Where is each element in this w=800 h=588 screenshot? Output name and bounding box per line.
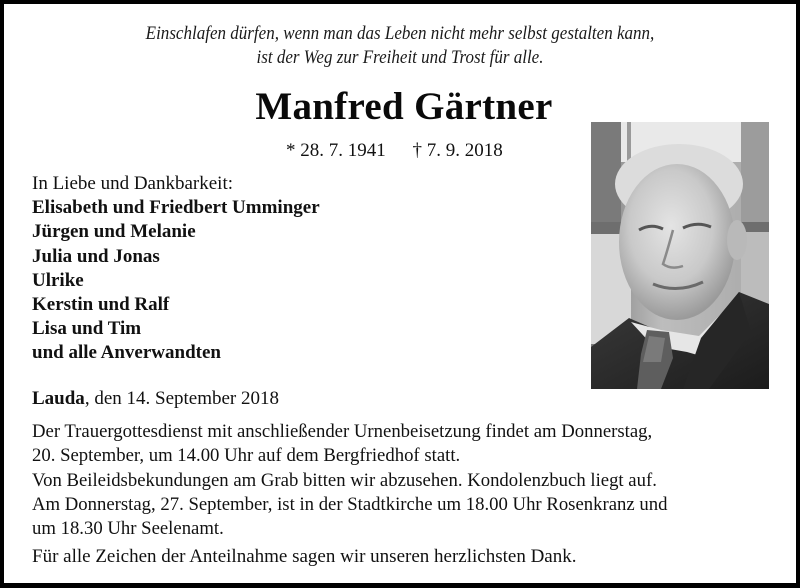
obituary-card — [4, 4, 796, 583]
letter-date: , den 14. September 2018 — [84, 388, 279, 409]
family-member: Jürgen und Melanie — [32, 221, 196, 243]
announcement-line: Der Trauergottesdienst mit anschließender Urnenbeisetzung findet am Donnerstag, — [32, 421, 653, 442]
portrait-photo — [591, 122, 769, 389]
place-name: Lauda — [32, 388, 85, 409]
announcement-line: 20. September, um 14.00 Uhr auf dem Bergfriedhof statt. — [32, 445, 461, 467]
closing-thanks: Für alle Zeichen der Anteilnahme sagen wir unseren herzlichsten Dank. — [32, 546, 577, 567]
memorial-quote — [36, 22, 765, 70]
announcement-line: um 18.30 Uhr Seelenamt. — [32, 518, 224, 540]
place-date-line — [32, 387, 279, 411]
life-dates — [286, 139, 503, 163]
deceased-name: Manfred Gärtner — [255, 85, 553, 128]
family-member: Elisabeth und Friedbert Umminger — [32, 197, 320, 219]
announcement-text — [32, 420, 792, 541]
quote-line-2: ist der Weg zur Freiheit und Trost für alle. — [256, 48, 544, 68]
family-member: Lisa und Tim — [32, 318, 142, 340]
quote-line-1: Einschlafen dürfen, wenn man das Leben nicht mehr selbst gestalten kann, — [145, 24, 655, 44]
portrait-image — [591, 122, 769, 389]
death-date: † 7. 9. 2018 — [412, 140, 503, 161]
announcement-line: Am Donnerstag, 27. September, ist in der Stadtkirche um 18.00 Uhr Rosenkranz und — [32, 493, 668, 515]
family-member: Julia und Jonas — [32, 245, 160, 267]
family-member: und alle Anverwandten — [32, 342, 221, 364]
family-member: Ulrike — [32, 269, 84, 291]
family-intro: In Liebe und Dankbarkeit: — [32, 173, 234, 194]
family-list — [32, 172, 320, 366]
announcement-line: Von Beileidsbekundungen am Grab bitten wir abzusehen. Kondolenzbuch liegt auf. — [32, 469, 657, 491]
family-member: Kerstin und Ralf — [32, 294, 170, 316]
birth-date: * 28. 7. 1941 — [286, 140, 386, 161]
